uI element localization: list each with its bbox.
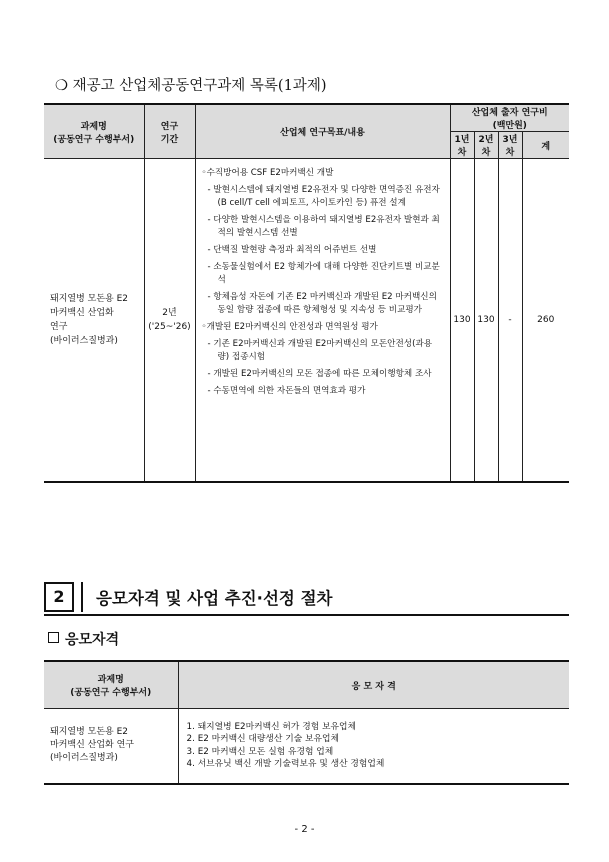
header-task-name: 과제명 (공동연구 수행부서) bbox=[44, 104, 144, 159]
list-item: 3. E2 마커백신 모돈 실험 유경험 업체 bbox=[186, 746, 334, 757]
project-list-table bbox=[44, 103, 569, 483]
header-year2: 2년 차 bbox=[474, 132, 498, 159]
section2-title: 응모자격 및 사업 추진·선정 절차 bbox=[96, 589, 333, 608]
header-qualification: 응 모 자 격 bbox=[178, 661, 569, 709]
header-total: 계 bbox=[522, 132, 569, 159]
content-bullet: - 수동면역에 의한 자돈들의 면역효과 평가 bbox=[207, 386, 366, 396]
table-row bbox=[44, 159, 569, 482]
year3-value: - bbox=[498, 159, 522, 482]
section-number: 2 bbox=[44, 582, 74, 612]
content-bullet: - 단백질 발현량 측정과 최적의 어쥬번트 선별 bbox=[207, 245, 377, 255]
header-goal: 산업체 연구목표/내용 bbox=[195, 104, 450, 159]
divider bbox=[81, 582, 83, 612]
list-item: 4. 서브유닛 백신 개발 기술력보유 및 생산 경험업체 bbox=[186, 759, 385, 770]
content-bullet: - 항체음성 자돈에 기존 E2 마커백신과 개발된 E2 마커백신의 동일 함량 접종에 따른 항체형성 및 지속성 등 비교평가 bbox=[207, 292, 437, 315]
task-name-cell: 돼지열병 모돈용 E2 마커백신 산업화 연구 (바이러스질병과) bbox=[44, 159, 144, 482]
list-item: 2. E2 마커백신 대량생산 기술 보유업체 bbox=[186, 734, 339, 745]
content-bullet: - 소동물실험에서 E2 항체가에 대해 다양한 진단키트별 비교분석 bbox=[207, 262, 440, 285]
total-value: 260 bbox=[522, 159, 569, 482]
header-year1: 1년 차 bbox=[450, 132, 474, 159]
circle-marker-icon: ❍ bbox=[55, 78, 68, 94]
list-item: 1. 돼지열병 E2마커백신 허가 경험 보유업체 bbox=[186, 721, 356, 732]
header-task-name: 과제명 (공동연구 수행부서) bbox=[44, 661, 178, 709]
qualification-list bbox=[178, 709, 569, 784]
table-row bbox=[44, 709, 569, 784]
content-bullet: - 다양한 발현시스템을 이용하여 돼지열병 E2유전자 발현과 최적의 발현시스템 선별 bbox=[207, 215, 440, 238]
year1-value: 130 bbox=[450, 159, 474, 482]
qualification-table bbox=[44, 660, 569, 785]
header-year3: 3년 차 bbox=[498, 132, 522, 159]
subsection-title: 응모자격 bbox=[48, 629, 119, 649]
header-fund: 산업체 출자 연구비 (백만원) bbox=[450, 104, 569, 132]
section1-title bbox=[55, 74, 326, 95]
header-period: 연구 기간 bbox=[144, 104, 195, 159]
content-heading: ◦개발된 E2마커백신의 안전성과 면역원성 평가 bbox=[201, 322, 378, 332]
content-bullet: - 개발된 E2마커백신의 모돈 접종에 따른 모체이행항체 조사 bbox=[207, 369, 432, 379]
task-name-cell: 돼지열병 모돈용 E2 마커백신 산업화 연구 (바이러스질병과) bbox=[44, 709, 178, 784]
content-bullet: - 발현시스템에 돼지열병 E2유전자 및 다양한 면역증진 유전자 (B cell/T cell 에피토프, 사이토카인 등) 퓨전 설계 bbox=[207, 185, 440, 208]
content-heading: ◦수직방어용 CSF E2마커백신 개발 bbox=[201, 168, 334, 178]
section1-title-text: 재공고 산업체공동연구과제 목록(1과제) bbox=[72, 78, 327, 94]
year2-value: 130 bbox=[474, 159, 498, 482]
square-bullet-icon bbox=[48, 632, 59, 643]
section2-heading bbox=[44, 580, 569, 616]
research-content-cell bbox=[195, 159, 450, 482]
page-number: - 2 - bbox=[294, 824, 315, 835]
content-bullet: - 기존 E2마커백신과 개발된 E2마커백신의 모돈안전성(과용량) 접종시험 bbox=[207, 339, 433, 362]
period-cell: 2년 ('25~'26) bbox=[144, 159, 195, 482]
